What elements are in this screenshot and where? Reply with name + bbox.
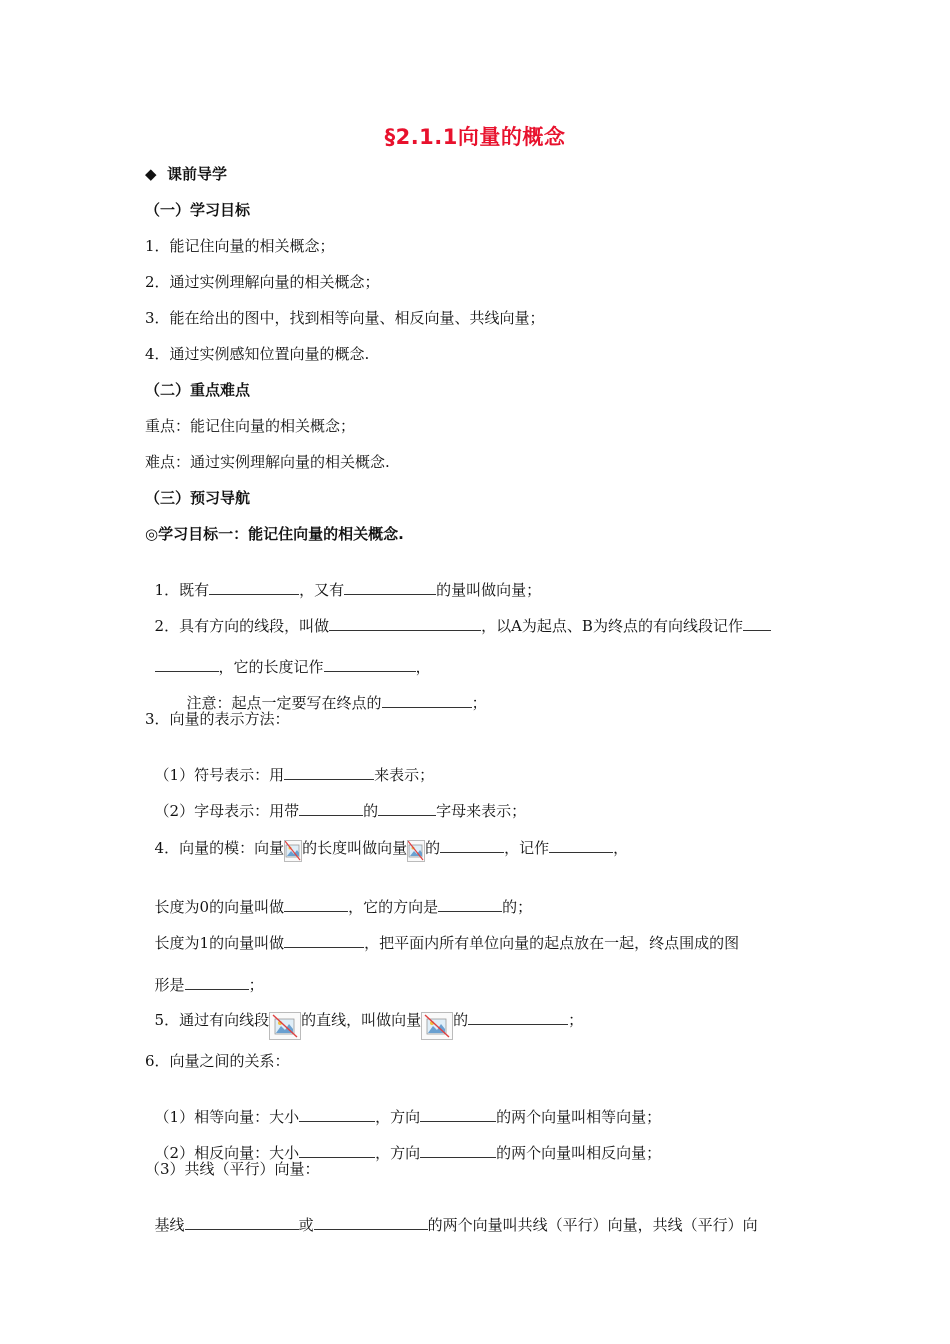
blank-field[interactable] [468,1010,568,1025]
q4-l3-b: ，把平面内所有单位向量的起点放在一起，终点围成的图 [364,934,740,952]
q4-a: 4．向量的模：向量 [154,839,285,857]
goal-item: 1．能记住向量的相关概念； [145,237,335,255]
q2-text-c: ，它的长度记作 [218,658,324,676]
q5-a: 5．通过有向线段 [154,1011,270,1029]
target-one-heading: ◎学习目标一：能记住向量的相关概念. [145,525,404,543]
q4-c: 的 [425,839,441,857]
blank-field[interactable] [185,975,249,990]
q1-text-c: 的量叫做向量； [436,581,542,599]
q6-1-c: 的两个向量叫相等向量； [496,1108,662,1126]
question-4-line2 [145,877,532,917]
q3-2-b: 的 [363,802,379,820]
q3-1-a: （1）符号表示：用 [154,766,285,784]
q2-text-d: ， [415,658,431,676]
q6-4-c: 的两个向量叫共线（平行）向量，共线（平行）向 [427,1216,758,1234]
q2-note-b: ； [471,694,487,712]
q4-l2-b: ，它的方向是 [348,898,439,916]
goal-item: 4．通过实例感知位置向量的概念. [145,345,370,363]
blank-field[interactable] [440,838,504,853]
broken-image-icon [269,1012,301,1040]
q3-2-a: （2）字母表示：用带 [154,802,300,820]
blank-field[interactable] [743,616,771,631]
blank-field[interactable] [420,1143,496,1158]
q6-4-a: 基线 [154,1216,185,1234]
question-4-line4 [145,955,264,995]
q4-l4-a: 形是 [154,976,185,994]
section-heading: ◆ 课前导学 [145,165,227,183]
question-3: 3．向量的表示方法： [145,710,290,728]
blank-field[interactable] [329,616,481,631]
blank-field[interactable] [549,838,613,853]
q3-2-c: 字母来表示； [436,802,527,820]
key-point: 重点：能记住向量的相关概念； [145,417,356,435]
q2-text-b: ，以A为起点、B为终点的有向线段记作 [481,617,743,635]
question-1 [145,560,541,600]
question-5 [145,990,583,1040]
subheading-preview: （三）预习导航 [145,489,251,507]
blank-field[interactable] [378,801,436,816]
q4-l4-b: ； [248,976,264,994]
question-4-line3 [145,913,739,953]
blank-field[interactable] [284,933,364,948]
q1-text-b: ，又有 [299,581,345,599]
question-2 [145,596,771,636]
goal-item: 3．能在给出的图中，找到相等向量、相反向量、共线向量； [145,309,545,327]
question-6-4 [145,1195,758,1235]
q6-1-b: ，方向 [375,1108,421,1126]
q4-d: ，记作 [504,839,550,857]
q3-1-b: 来表示； [374,766,435,784]
blank-field[interactable] [438,897,502,912]
blank-field[interactable] [155,657,219,672]
q6-2-a: （2）相反向量：大小 [154,1144,300,1162]
q6-1-a: （1）相等向量：大小 [154,1108,300,1126]
blank-field[interactable] [185,1215,299,1230]
q6-4-b: 或 [298,1216,314,1234]
subheading-goals: （一）学习目标 [145,201,251,219]
blank-field[interactable] [284,765,374,780]
blank-field[interactable] [420,1107,496,1122]
blank-field[interactable] [209,580,299,595]
q2-note-a: 注意：起点一定要写在终点的 [186,694,382,712]
q6-2-c: 的两个向量叫相反向量； [496,1144,662,1162]
blank-field[interactable] [299,801,363,816]
q5-c: 的 [453,1011,469,1029]
question-6-3: （3）共线（平行）向量： [145,1160,320,1178]
question-2-cont [145,637,431,677]
blank-field[interactable] [284,897,348,912]
difficulty-point: 难点：通过实例理解向量的相关概念. [145,453,390,471]
question-2-note [177,673,487,713]
blank-field[interactable] [314,1215,428,1230]
broken-image-icon [284,840,302,862]
question-3-2 [145,781,526,821]
q1-text-a: 1．既有 [154,581,210,599]
blank-field[interactable] [344,580,436,595]
q5-b: 的直线，叫做向量 [301,1011,422,1029]
blank-field[interactable] [299,1143,375,1158]
q4-l2-a: 长度为0的向量叫做 [154,898,285,916]
goal-item: 2．通过实例理解向量的相关概念； [145,273,380,291]
q5-d: ； [568,1011,584,1029]
q4-e: ， [613,839,629,857]
question-4 [145,818,628,862]
broken-image-icon [421,1012,453,1040]
question-6-2 [145,1123,661,1163]
q6-2-b: ，方向 [375,1144,421,1162]
question-6: 6．向量之间的关系： [145,1052,290,1070]
subheading-key-points: （二）重点难点 [145,381,251,399]
blank-field[interactable] [299,1107,375,1122]
question-6-1 [145,1087,661,1127]
blank-field[interactable] [382,693,472,708]
q4-l3-a: 长度为1的向量叫做 [154,934,285,952]
question-3-1 [145,745,434,785]
broken-image-icon [407,840,425,862]
q4-b: 的长度叫做向量 [302,839,408,857]
q2-text-a: 2．具有方向的线段，叫做 [154,617,330,635]
q4-l2-c: 的； [502,898,533,916]
page-title: §2.1.1向量的概念 [384,125,566,149]
blank-field[interactable] [324,657,416,672]
